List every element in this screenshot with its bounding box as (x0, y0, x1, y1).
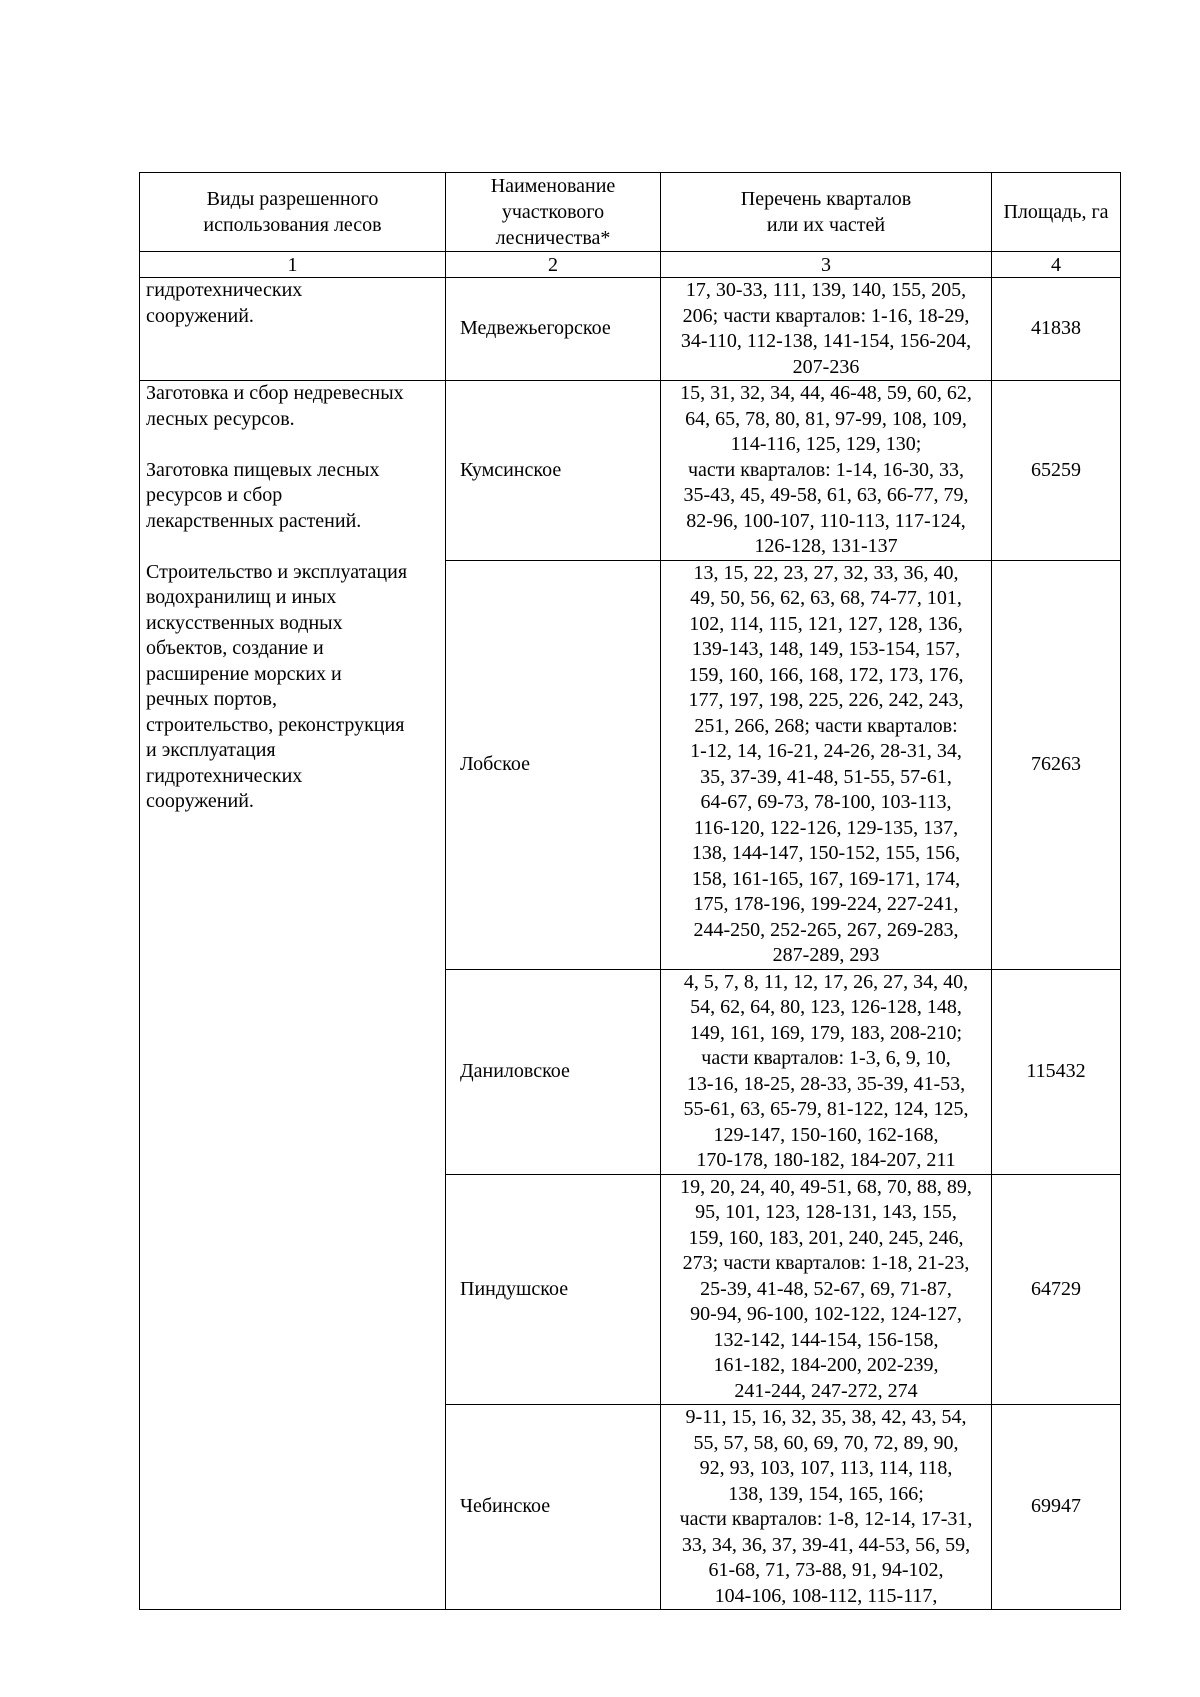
header-forestry-name: Наименование участкового лесничества* (446, 173, 661, 252)
column-number-row (140, 252, 1121, 278)
table-header-row (140, 173, 1121, 252)
column-number: 3 (661, 252, 992, 278)
usage-paragraph: Заготовка пищевых лесных ресурсов и сбор лекарственных растений. (146, 458, 380, 532)
forestry-name-cell: Медвежьегорское (446, 278, 661, 381)
header-usage-type: Виды разрешенного использования лесов (140, 173, 446, 252)
column-number: 4 (992, 252, 1121, 278)
usage-paragraph: Строительство и эксплуатация водохранилищ и иных искусственных водных объектов, создание и расширение морских и речных портов, строительство, реконструкция и эксплуатация гидротехнических сооружений. (146, 560, 408, 812)
column-number: 1 (140, 252, 446, 278)
quarters-cell: 17, 30-33, 111, 139, 140, 155, 205, 206; части кварталов: 1-16, 18-29, 34-110, 112-138, 141-154, 156-204, 207-236 (661, 278, 992, 381)
quarters-cell: 13, 15, 22, 23, 27, 32, 33, 36, 40, 49, 50, 56, 62, 63, 68, 74-77, 101, 102, 114, 115, 121, 127, 128, 136, 139-143, 148, 149, 153-154, 157, 159, 160, 166, 168, 172, 173, 176, 177, 197, 198, 225, 226, 242, 243, 251, 266, 268; части кварталов: 1-12, 14, 16-21, 24-26, 28-31, 34, 35, 37-39, 41-48, 51-55, 57-61, 64-67, 69-73, 78-100, 103-113, 116-120, 122-126, 129-135, 137, 138, 144-147, 150-152, 155, 156, 158, 161-165, 167, 169-171, 174, 175, 178-196, 199-224, 227-241, 244-250, 252-265, 267, 269-283, 287-289, 293 (661, 560, 992, 969)
table-row (140, 381, 1121, 561)
table-row (140, 278, 1121, 381)
quarters-cell: 19, 20, 24, 40, 49-51, 68, 70, 88, 89, 95, 101, 123, 128-131, 143, 155, 159, 160, 183, 201, 240, 245, 246, 273; части кварталов: 1-18, 21-23, 25-39, 41-48, 52-67, 69, 71-87, 90-94, 96-100, 102-122, 124-127, 132-142, 144-154, 156-158, 161-182, 184-200, 202-239, 241-244, 247-272, 274 (661, 1174, 992, 1405)
forestry-usage-table (139, 172, 1121, 1610)
forestry-name-cell: Чебинское (446, 1405, 661, 1610)
header-area: Площадь, га (992, 173, 1121, 252)
area-cell: 76263 (992, 560, 1121, 969)
forestry-name-cell: Даниловское (446, 969, 661, 1174)
quarters-cell: 4, 5, 7, 8, 11, 12, 17, 26, 27, 34, 40, 54, 62, 64, 80, 123, 126-128, 148, 149, 161, 169, 179, 183, 208-210; части кварталов: 1-3, 6, 9, 10, 13-16, 18-25, 28-33, 35-39, 41-53, 55-61, 63, 65-79, 81-122, 124, 125, 129-147, 150-160, 162-168, 170-178, 180-182, 184-207, 211 (661, 969, 992, 1174)
column-number: 2 (446, 252, 661, 278)
area-cell: 41838 (992, 278, 1121, 381)
area-cell: 69947 (992, 1405, 1121, 1610)
usage-cell: гидротехнических сооружений. (140, 278, 446, 381)
forestry-name-cell: Лобское (446, 560, 661, 969)
usage-paragraph: Заготовка и сбор недревесных лесных ресурсов. (146, 382, 404, 430)
forestry-name-cell: Пиндушское (446, 1174, 661, 1405)
header-quarters-list: Перечень кварталов или их частей (661, 173, 992, 252)
area-cell: 64729 (992, 1174, 1121, 1405)
quarters-cell: 15, 31, 32, 34, 44, 46-48, 59, 60, 62, 64, 65, 78, 80, 81, 97-99, 108, 109, 114-116, 125, 129, 130; части кварталов: 1-14, 16-30, 33, 35-43, 45, 49-58, 61, 63, 66-77, 79, 82-96, 100-107, 110-113, 117-124, 126-128, 131-137 (661, 381, 992, 561)
forestry-name-cell: Кумсинское (446, 381, 661, 561)
area-cell: 65259 (992, 381, 1121, 561)
area-cell: 115432 (992, 969, 1121, 1174)
quarters-cell: 9-11, 15, 16, 32, 35, 38, 42, 43, 54, 55, 57, 58, 60, 69, 70, 72, 89, 90, 92, 93, 103, 107, 113, 114, 118, 138, 139, 154, 165, 166; части кварталов: 1-8, 12-14, 17-31, 33, 34, 36, 37, 39-41, 44-53, 56, 59, 61-68, 71, 73-88, 91, 94-102, 104-106, 108-112, 115-117, (661, 1405, 992, 1610)
usage-group-cell (140, 381, 446, 1610)
